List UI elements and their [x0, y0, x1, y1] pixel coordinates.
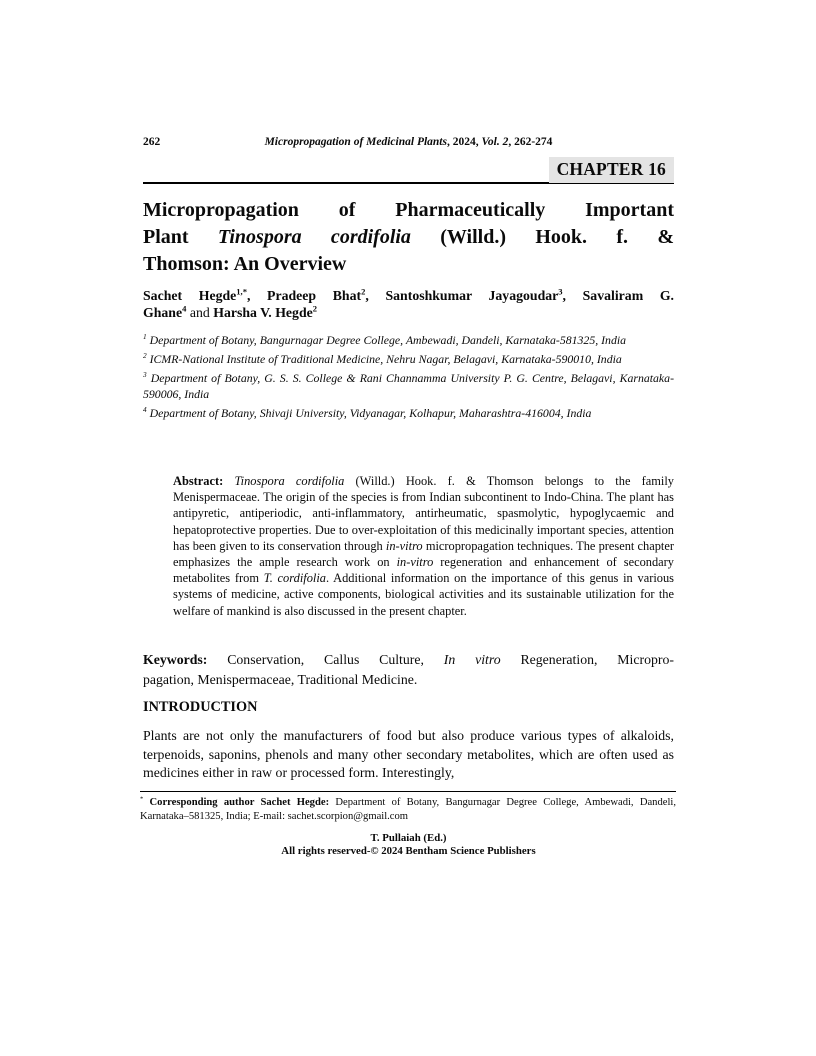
affiliation-item: $^2$ ICMR-National Institute of Traditional Medicine, Nehru Nagar, Belagavi, Karnataka-590010, India [143, 351, 622, 366]
page-title-line: Thomson: An Overview [143, 253, 347, 275]
page-title [143, 197, 674, 278]
affiliation-item: $^1$ Department of Botany, Bangurnagar Degree College, Ambewadi, Dandeli, Karnataka-581325, India [143, 332, 627, 347]
page-title-line: Micropropagation of Pharmaceutically Important [143, 199, 674, 221]
section-heading-introduction: INTRODUCTION [143, 699, 258, 715]
page-number: 262 [143, 136, 161, 148]
affiliation-item: $^3$ Department of Botany, G. S. S. College & Rani Channamma University P. G. Centre, Belagavi, Karnataka-590006, India [143, 370, 674, 401]
affiliation-item: $^4$ Department of Botany, Shivaji University, Vidyanagar, Kolhapur, Maharashtra-416004, India [143, 405, 592, 420]
editor-line: T. Pullaiah (Ed.) [370, 832, 447, 844]
keywords-paragraph [143, 650, 674, 690]
introduction-paragraph: Plants are not only the manufacturers of food but also produce various types of alkaloids, terpenoids, saponins, phenols and many other secondary metabolites, which are often used as medicines either in raw or processed form. Interestingly, [143, 728, 674, 780]
chapter-banner: CHAPTER 16 [549, 157, 674, 183]
keywords-line-1: Keywords: Conservation, Callus Culture, In vitro Regeneration, Micropro- [143, 652, 674, 667]
running-title: Micropropagation of Medicinal Plants, 2024, Vol. 2, 262-274 [264, 136, 553, 148]
keywords-line-2: pagation, Menispermaceae, Traditional Medicine. [143, 672, 418, 687]
footnote-rule [140, 791, 676, 792]
corresponding-author-note: * Corresponding author Sachet Hegde: Department of Botany, Bangurnagar Degree College, Ambewadi, Dandeli, Karnataka–581325, India; E-mail: sachet.scorpion@gmail.com [140, 795, 676, 822]
affiliations-list [143, 332, 674, 424]
authors-line-2: Ghane$^4$ and Harsha V. Hegde$^2$ [143, 303, 318, 320]
page-title-line: Plant Tinospora cordifolia (Willd.) Hook. f. & [143, 226, 674, 248]
editor-copyright-note [143, 832, 674, 858]
authors-line [143, 287, 674, 321]
page-header [143, 136, 674, 152]
authors-line-1: Sachet Hegde$^{1,*}$, Pradeep Bhat$^2$, Santoshkumar Jayagoudar$^3$, Savaliram G. [143, 286, 674, 303]
copyright-line: All rights reserved-© 2024 Bentham Science Publishers [281, 845, 536, 857]
abstract-paragraph: Abstract: Tinospora cordifolia (Willd.) Hook. f. & Thomson belongs to the family Menispermaceae. The origin of the species is from Indian subcontinent to Indo-China. The plant has antipyretic, antiperiodic, anti-inflammatory, antirheumatic, spasmolytic, hypoglycaemic and hepatoprotective properties. Due to over-exploitation of this medicinally important species, attention has been given to its conservation through in-vitro micropropagation techniques. The present chapter emphasizes the ample research work on in-vitro regeneration and enhancement of secondary metabolites from T. cordifolia. Additional information on the importance of this genus in various systems of medicine, active components, biological activities and its sustainable utilization for the welfare of mankind is also discussed in the present chapter. [173, 474, 674, 618]
